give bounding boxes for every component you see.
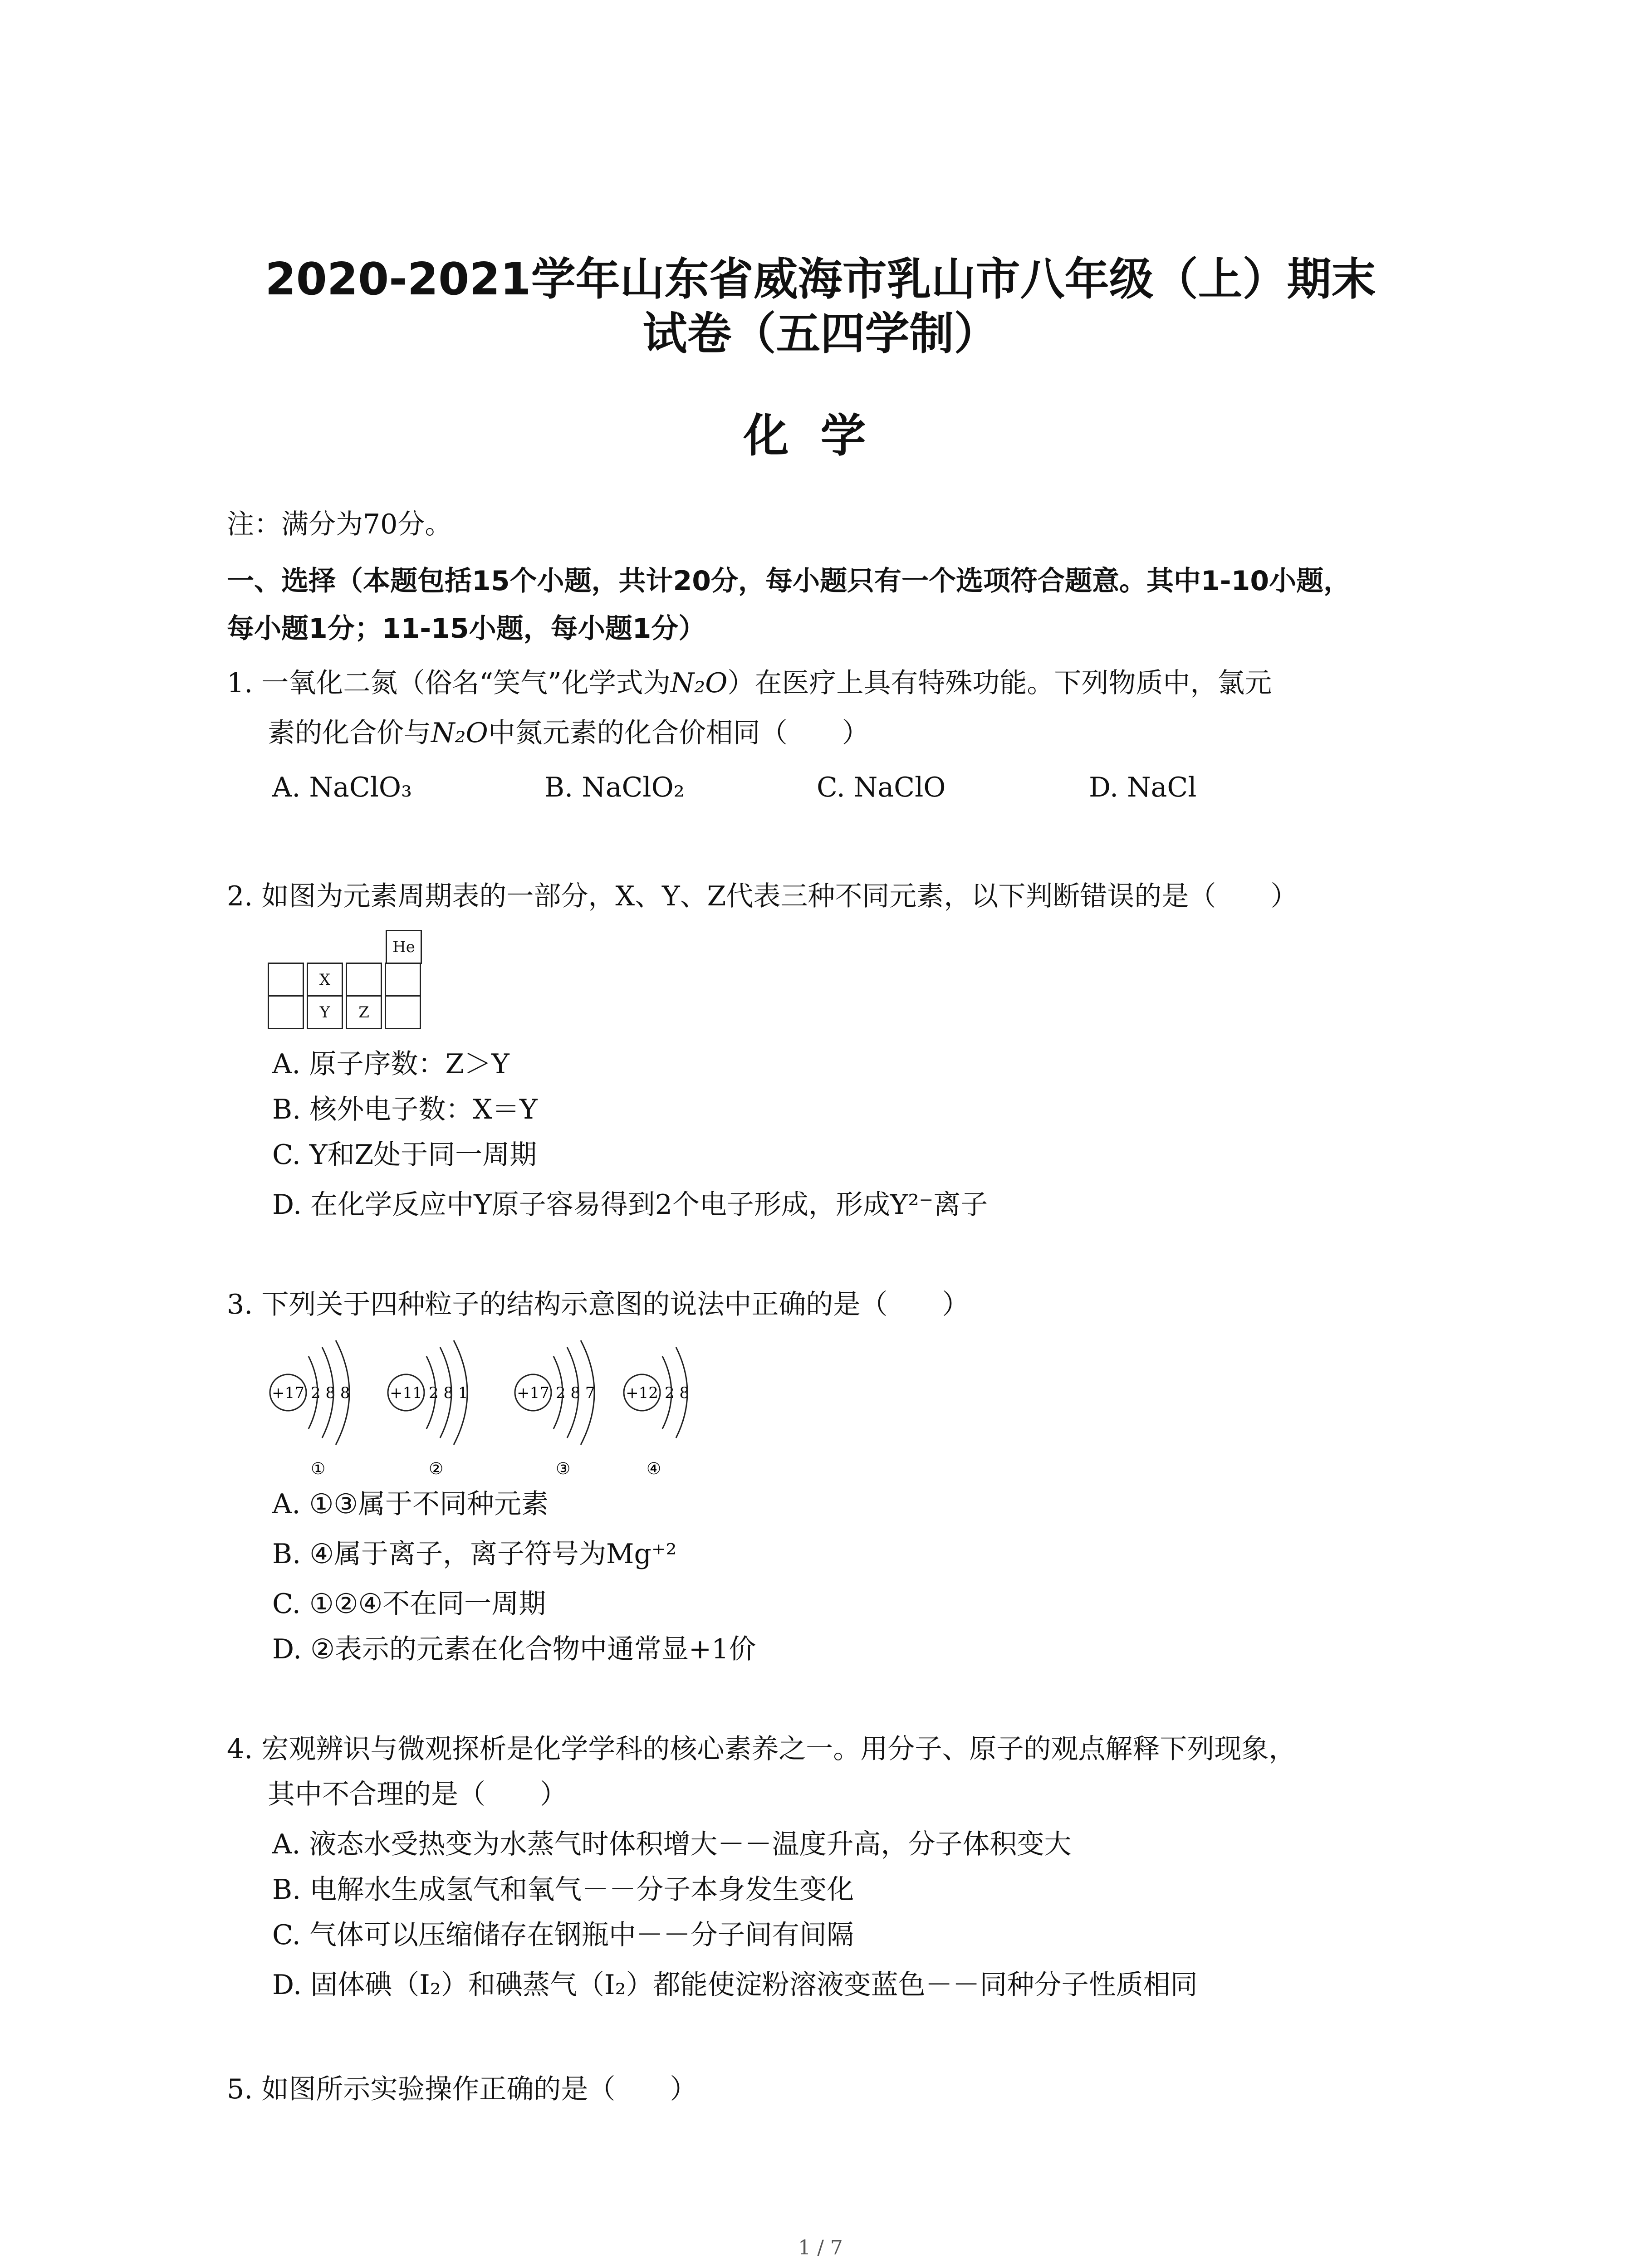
table-cell-x: X	[307, 963, 343, 997]
q1-stem-line2-part-b: 中氮元素的化合价相同（ ）	[488, 717, 869, 749]
particle-2-shells: 2 8 1	[429, 1384, 468, 1402]
q1-formula: N₂O	[670, 667, 728, 699]
subject-title: 化学	[743, 409, 898, 462]
q1-options	[272, 771, 1361, 804]
particle-2-label: ②	[429, 1460, 444, 1478]
table-cell	[268, 963, 304, 997]
q4-stem-line2: 其中不合理的是（ ）	[268, 1779, 567, 1810]
q2-option-b[interactable]: B. 核外电子数：X＝Y	[272, 1094, 538, 1125]
atomic-structure-diagrams	[263, 1329, 717, 1488]
q1-stem-line1	[227, 667, 1272, 699]
q4-option-d[interactable]: D. 固体碘（I₂）和碘蒸气（I₂）都能使淀粉溶液变蓝色－－同种分子性质相同	[272, 1969, 1198, 2001]
table-cell	[385, 995, 421, 1029]
particle-2-nucleus: +11	[390, 1384, 422, 1402]
q4-option-b[interactable]: B. 电解水生成氢气和氧气－－分子本身发生变化	[272, 1874, 854, 1906]
page-number: 1 / 7	[798, 2236, 843, 2259]
q3-option-a[interactable]: A. ①③属于不同种元素	[272, 1488, 549, 1520]
q2-option-d[interactable]: D. 在化学反应中Y原子容易得到2个电子形成，形成Y²⁻离子	[272, 1189, 988, 1221]
q2-stem: 2. 如图为元素周期表的一部分，X、Y、Z代表三种不同元素，以下判断错误的是（ ）	[227, 880, 1298, 912]
section-heading-line1: 一、选择（本题包括15个小题，共计20分，每小题只有一个选项符合题意。其中1-10小题，	[227, 565, 1351, 597]
table-cell	[385, 963, 421, 997]
particle-1-nucleus: +17	[272, 1384, 304, 1402]
particle-3-label: ③	[556, 1460, 571, 1478]
table-cell	[346, 963, 382, 997]
table-cell	[268, 995, 304, 1029]
q4-option-a[interactable]: A. 液态水受热变为水蒸气时体积增大－－温度升高，分子体积变大	[272, 1828, 1072, 1860]
q3-option-b[interactable]: B. ④属于离子，离子符号为Mg⁺²	[272, 1538, 677, 1570]
periodic-table-figure	[268, 930, 436, 1039]
q5-stem: 5. 如图所示实验操作正确的是（ ）	[227, 2073, 697, 2105]
q2-option-c[interactable]: C. Y和Z处于同一周期	[272, 1139, 537, 1171]
q1-option-b[interactable]: B. NaClO₂	[544, 772, 685, 803]
particle-3	[515, 1340, 595, 1478]
q1-stem-line2	[268, 717, 869, 749]
particle-4-nucleus: +12	[626, 1384, 658, 1402]
table-cell-y: Y	[307, 995, 343, 1029]
exam-title-line1: 2020-2021学年山东省威海市乳山市八年级（上）期末	[265, 254, 1376, 305]
q1-option-a[interactable]: A. NaClO₃	[272, 772, 412, 803]
q1-option-c[interactable]: C. NaClO	[817, 772, 946, 803]
particle-4-shells: 2 8	[665, 1384, 690, 1402]
particle-3-shells: 2 8 7	[556, 1384, 595, 1402]
q3-option-d[interactable]: D. ②表示的元素在化合物中通常显+1价	[272, 1633, 756, 1665]
particle-1-shells: 2 8 8	[311, 1384, 350, 1402]
particle-3-nucleus: +17	[517, 1384, 549, 1402]
particle-1-label: ①	[311, 1460, 326, 1478]
score-note: 注：满分为70分。	[227, 508, 452, 540]
q1-stem-line2-part-a: 素的化合价与	[268, 717, 431, 749]
q2-option-a[interactable]: A. 原子序数：Z＞Y	[272, 1048, 509, 1080]
q1-option-d[interactable]: D. NaCl	[1089, 772, 1197, 803]
table-cell-z: Z	[346, 995, 382, 1029]
section-heading-line2: 每小题1分；11-15小题，每小题1分）	[227, 613, 706, 645]
particle-4-label: ④	[647, 1460, 661, 1478]
q1-stem-part-a: 1. 一氧化二氮（俗名“笑气”化学式为	[227, 667, 671, 699]
q4-option-c[interactable]: C. 气体可以压缩储存在钢瓶中－－分子间有间隔	[272, 1919, 854, 1951]
q1-stem-part-b: ）在医疗上具有特殊功能。下列物质中，氯元	[727, 667, 1272, 699]
particle-2	[388, 1340, 468, 1478]
q3-option-c[interactable]: C. ①②④不在同一周期	[272, 1588, 546, 1620]
q1-formula-repeat: N₂O	[431, 717, 488, 749]
particle-1	[270, 1340, 350, 1478]
exam-title-line2: 试卷（五四学制）	[642, 308, 999, 360]
table-cell-he: He	[386, 930, 422, 964]
particle-4	[624, 1347, 689, 1478]
q4-stem-line1: 4. 宏观辨识与微观探析是化学学科的核心素养之一。用分子、原子的观点解释下列现象，	[227, 1733, 1296, 1765]
q3-stem: 3. 下列关于四种粒子的结构示意图的说法中正确的是（ ）	[227, 1289, 970, 1320]
